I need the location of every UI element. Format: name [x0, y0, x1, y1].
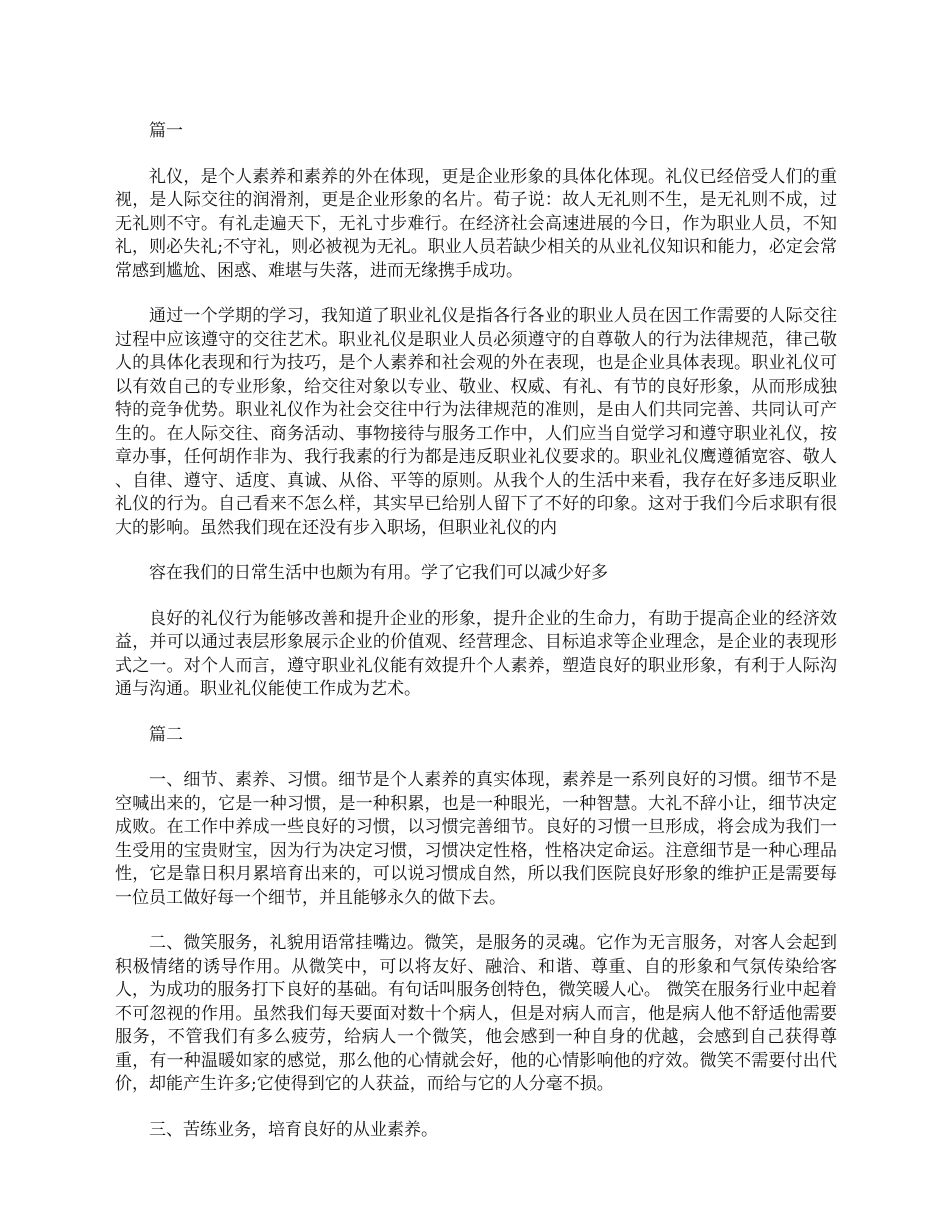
paragraph: 良好的礼仪行为能够改善和提升企业的形象，提升企业的生命力，有助于提高企业的经济效益，并可以通过表层形象展示企业的价值观、经营理念、目标追求等企业理念，是企业的表现形式之一。对个人而言，遵守职业礼仪能有效提升个人素养，塑造良好的职业形象，有利于人际沟通与沟通。职业礼仪能使工作成为艺术。	[115, 608, 837, 699]
paragraph: 容在我们的日常生活中也颇为有用。学了它我们可以减少好多	[149, 563, 608, 583]
paragraph: 二、微笑服务，礼貌用语常挂嘴边。微笑，是服务的灵魂。它作为无言服务，对客人会起到积极情绪的诱导作用。从微笑中，可以将友好、融洽、和谐、尊重、自的形象和气氛传染给客人，为成功的服务打下良好的基础。有句话叫服务创特色，微笑暖人心。 微笑在服务行业中起着不可忽视的作用。虽然我们每天要面对数十个病人，但是对病人而言，他是病人他不舒适他需要服务，不管我们有多么疲劳，给病人一个微笑，他会感到一种自身的优越，会感到自己获得尊重，有一种温暖如家的感觉，那么他的心情就会好，他的心情影响他的疗效。微笑不需要付出代价，却能产生许多;它使得到它的人获益，而给与它的人分毫不损。	[115, 933, 837, 1094]
paragraph: 三、苦练业务，培育良好的从业素养。	[149, 1119, 438, 1140]
paragraph: 一、细节、素养、习惯。细节是个人素养的真实体现，素养是一系列良好的习惯。细节不是空喊出来的，它是一种习惯，是一种积累，也是一种眼光，一种智慧。大礼不辞小让，细节决定成败。在工作中养成一些良好的习惯，以习惯完善细节。良好的习惯一旦形成，将会成为我们一生受用的宝贵财宝，因为行为决定习惯，习惯决定性格，性格决定命运。注意细节是一种心理品性，它是靠日积月累培育出来的，可以说习惯成自然，所以我们医院良好形象的维护正是需要每一位员工做好每一个细节，并且能够永久的做下去。	[115, 770, 837, 908]
paragraph: 礼仪，是个人素养和素养的外在体现，更是企业形象的具体化体现。礼仪已经倍受人们的重视，是人际交往的润滑剂，更是企业形象的名片。荀子说：故人无礼则不生，是无礼则不成，过无礼则不守。有礼走遍天下，无礼寸步难行。在经济社会高速进展的今日，作为职业人员，不知礼，则必失礼;不守礼，则必被视为无礼。职业人员若缺少相关的从业礼仪知识和能力，必定会常常感到尴尬、困惑、难堪与失落，进而无缘携手成功。	[115, 166, 837, 281]
section-heading-2: 篇二	[149, 724, 183, 745]
section-heading-1: 篇一	[149, 121, 183, 141]
document-body	[115, 120, 837, 1164]
paragraph: 通过一个学期的学习，我知道了职业礼仪是指各行各业的职业人员在因工作需要的人际交往过程中应该遵守的交往艺术。职业礼仪是职业人员必须遵守的自尊敬人的行为法律规范，律己敬人的具体化表现和行为技巧，是个人素养和社会观的外在表现，也是企业具体表现。职业礼仪可以有效自己的专业形象，给交往对象以专业、敬业、权威、有礼、有节的良好形象，从而形成独特的竞争优势。职业礼仪作为社会交往中行为法律规范的准则，是由人们共同完善、共同认可产生的。在人际交往、商务活动、事物接待与服务工作中，人们应当自觉学习和遵守职业礼仪，按章办事，任何胡作非为、我行我素的行为都是违反职业礼仪要求的。职业礼仪鹰遵循宽容、敬人 、自律、遵守、适度、真诚、从俗、平等的原则。从我个人的生活中来看，我存在好多违反职业礼仪的行为。自己看来不怎么样，其实早已给别人留下了不好的印象。这对于我们今后求职有很大的影响。虽然我们现在还没有步入职场，但职业礼仪的内	[115, 306, 837, 538]
